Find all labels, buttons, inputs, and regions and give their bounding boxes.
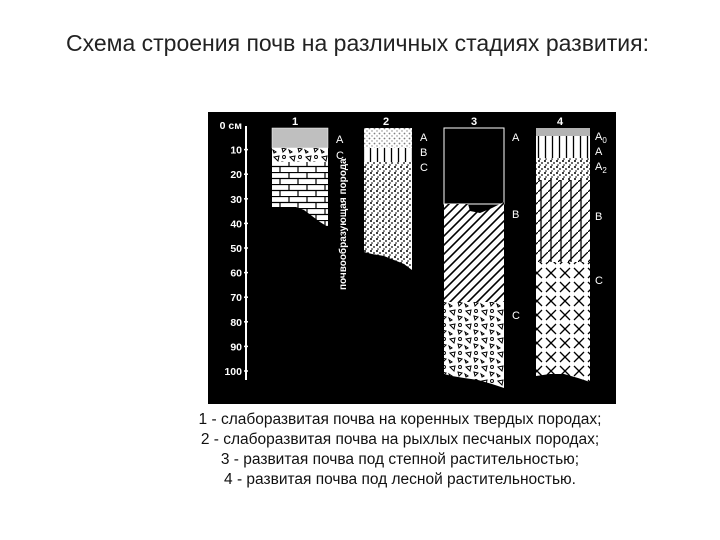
horizon-label: B xyxy=(512,209,520,221)
legend-item-4: 4 - развитая почва под лесной растительностью. xyxy=(224,471,576,488)
horizon-b xyxy=(536,180,590,262)
depth-tick-label: 40 xyxy=(230,218,242,231)
profile-number: 1 xyxy=(291,116,299,128)
horizon-label: A xyxy=(420,132,428,144)
horizon-c xyxy=(536,262,590,382)
legend xyxy=(120,410,680,490)
depth-tick-label: 20 xyxy=(230,169,242,182)
profile-number: 2 xyxy=(382,116,390,128)
legend-item-2: 2 - слаборазвитая почва на рыхлых песчаных породах; xyxy=(200,431,600,448)
depth-tick-label: 100 xyxy=(224,366,242,378)
horizon-a2 xyxy=(536,158,590,180)
horizon-label: A xyxy=(595,146,603,158)
profile-number: 3 xyxy=(470,116,478,128)
profile-1 xyxy=(272,116,349,290)
depth-tick-label: 10 xyxy=(230,144,242,157)
horizon-a1 xyxy=(536,136,590,158)
depth-tick-label: 50 xyxy=(230,243,242,255)
horizon-label: A xyxy=(512,132,520,144)
horizon-label: C xyxy=(420,162,428,174)
legend-item-1: 1 - слаборазвитая почва на коренных твердых породах; xyxy=(198,411,602,428)
horizon-label: A xyxy=(336,134,344,146)
horizon-label: B xyxy=(420,147,428,159)
horizon-a xyxy=(444,128,504,204)
depth-tick-label: 70 xyxy=(230,292,242,305)
horizon-a0-tint xyxy=(536,128,590,136)
horizon-c xyxy=(444,302,504,388)
profile-4 xyxy=(536,116,607,382)
slide-title: Схема строения почв на различных стадиях развития: xyxy=(66,30,649,56)
depth-tick-label: 80 xyxy=(230,316,242,329)
horizon-label: $A_2$ xyxy=(595,161,607,175)
horizon-label: $A_0$ xyxy=(595,131,607,145)
horizon-b xyxy=(444,202,504,302)
depth-axis xyxy=(220,120,248,380)
horizon-a-dots xyxy=(364,128,412,148)
profile-number: 4 xyxy=(556,116,564,128)
horizon-a-tint xyxy=(272,128,328,148)
horizon-label: C xyxy=(595,275,603,287)
horizon-b xyxy=(364,148,412,162)
horizon-label: B xyxy=(595,211,603,223)
horizon-label: C xyxy=(336,150,344,162)
horizon-c xyxy=(364,162,412,270)
soil-profiles-svg xyxy=(208,112,616,404)
legend-item-3: 3 - развитая почва под степной растительностью; xyxy=(220,451,580,468)
depth-tick-label: 90 xyxy=(230,341,242,354)
parent-rock-label: почвообразующая порода xyxy=(338,158,349,290)
profile-2 xyxy=(364,116,428,270)
soil-profiles-diagram xyxy=(208,112,616,404)
horizon-label: C xyxy=(512,310,520,322)
depth-tick-label: 30 xyxy=(230,193,242,206)
bedrock-brick xyxy=(272,162,328,227)
horizon-c-upper xyxy=(272,148,328,162)
depth-tick-label: 60 xyxy=(230,267,242,280)
depth-axis-unit: 0 см xyxy=(219,120,242,132)
depth-axis-ticks xyxy=(224,145,248,378)
profile-3 xyxy=(444,116,520,388)
